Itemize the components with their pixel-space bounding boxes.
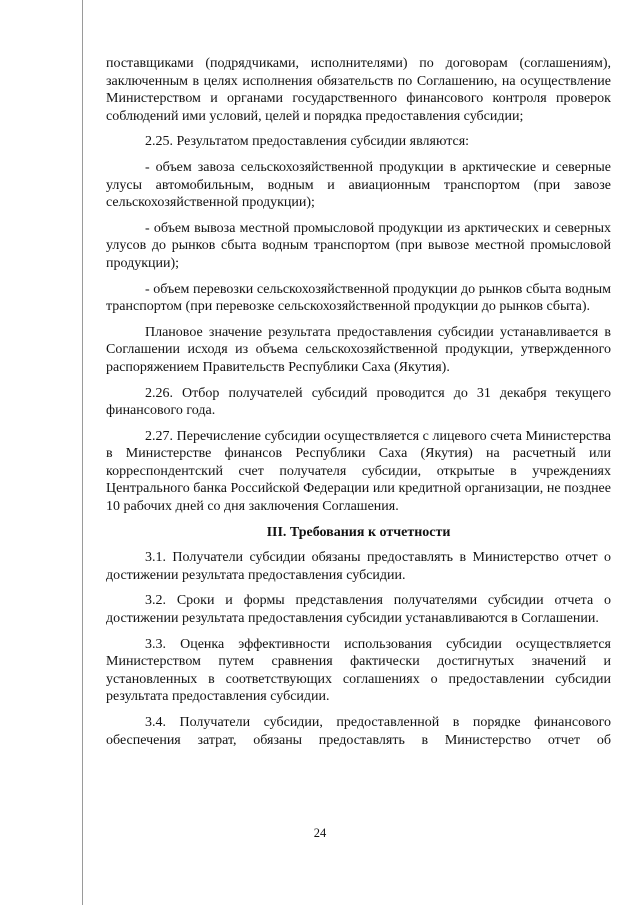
paragraph-2-26: 2.26. Отбор получателей субсидий проводится до 31 декабря текущего финансового года.: [106, 385, 611, 419]
paragraph-2-25: 2.25. Результатом предоставления субсидии являются:: [145, 134, 470, 150]
page-margin-rule: [82, 0, 83, 905]
section-heading: III. Требования к отчетности: [266, 524, 451, 540]
paragraph-3-3: 3.3. Оценка эффективности использования субсидии осуществляется Министерством путем сравнения фактически достигнутых значений и установленных в соответствующих соглашениях о предоставлении субсидии результата предоставления субсидии.: [106, 636, 611, 705]
paragraph-3-4: 3.4. Получатели субсидии, предоставленной в порядке финансового обеспечения затрат, обязаны предоставлять в Министерство отчет об: [106, 715, 611, 748]
document-body: [106, 55, 611, 757]
page-number: 24: [313, 826, 327, 840]
paragraph-intro: поставщиками (подрядчиками, исполнителями) по договорам (соглашениям), заключенным в целях исполнения обязательств по Соглашению, на осуществление Министерством и органами государственного финансового контроля проверок соблюдений ими условий, целей и порядка предоставления субсидии;: [106, 56, 611, 124]
paragraph-3-1: 3.1. Получатели субсидии обязаны предоставлять в Министерство отчет о достижении результата предоставления субсидии.: [106, 550, 611, 583]
list-item-export-volume: - объем вывоза местной промысловой продукции из арктических и северных улусов до рынков сбыта водным транспортом (при вывозе местной промысловой продукции);: [106, 220, 611, 271]
paragraph-2-27: 2.27. Перечисление субсидии осуществляется с лицевого счета Министерства в Министерстве финансов Республики Саха (Якутия) на расчетный или корреспондентский счет получателя субсидии, открытые в учреждениях Центрального банка Российской Федерации или кредитной организации, не позднее 10 рабочих дней со дня заключения Соглашения.: [106, 428, 611, 515]
list-item-transport-volume: - объем перевозки сельскохозяйственной продукции до рынков сбыта водным транспортом (при перевозке сельскохозяйственной продукции до рынков сбыта).: [106, 281, 611, 315]
list-item-import-volume: - объем завоза сельскохозяйственной продукции в арктические и северные улусы автомобильным, водным и авиационным транспортом (при завозе сельскохозяйственной продукции);: [106, 159, 611, 211]
paragraph-planned-value: Плановое значение результата предоставления субсидии устанавливается в Соглашении исходя из объема сельскохозяйственной продукции, утвержденного распоряжением Правительств Республики Саха (Якутия).: [106, 324, 611, 375]
paragraph-3-2: 3.2. Сроки и формы представления получателями субсидии отчета о достижении результата предоставления субсидии устанавливаются в Соглашении.: [106, 593, 611, 627]
